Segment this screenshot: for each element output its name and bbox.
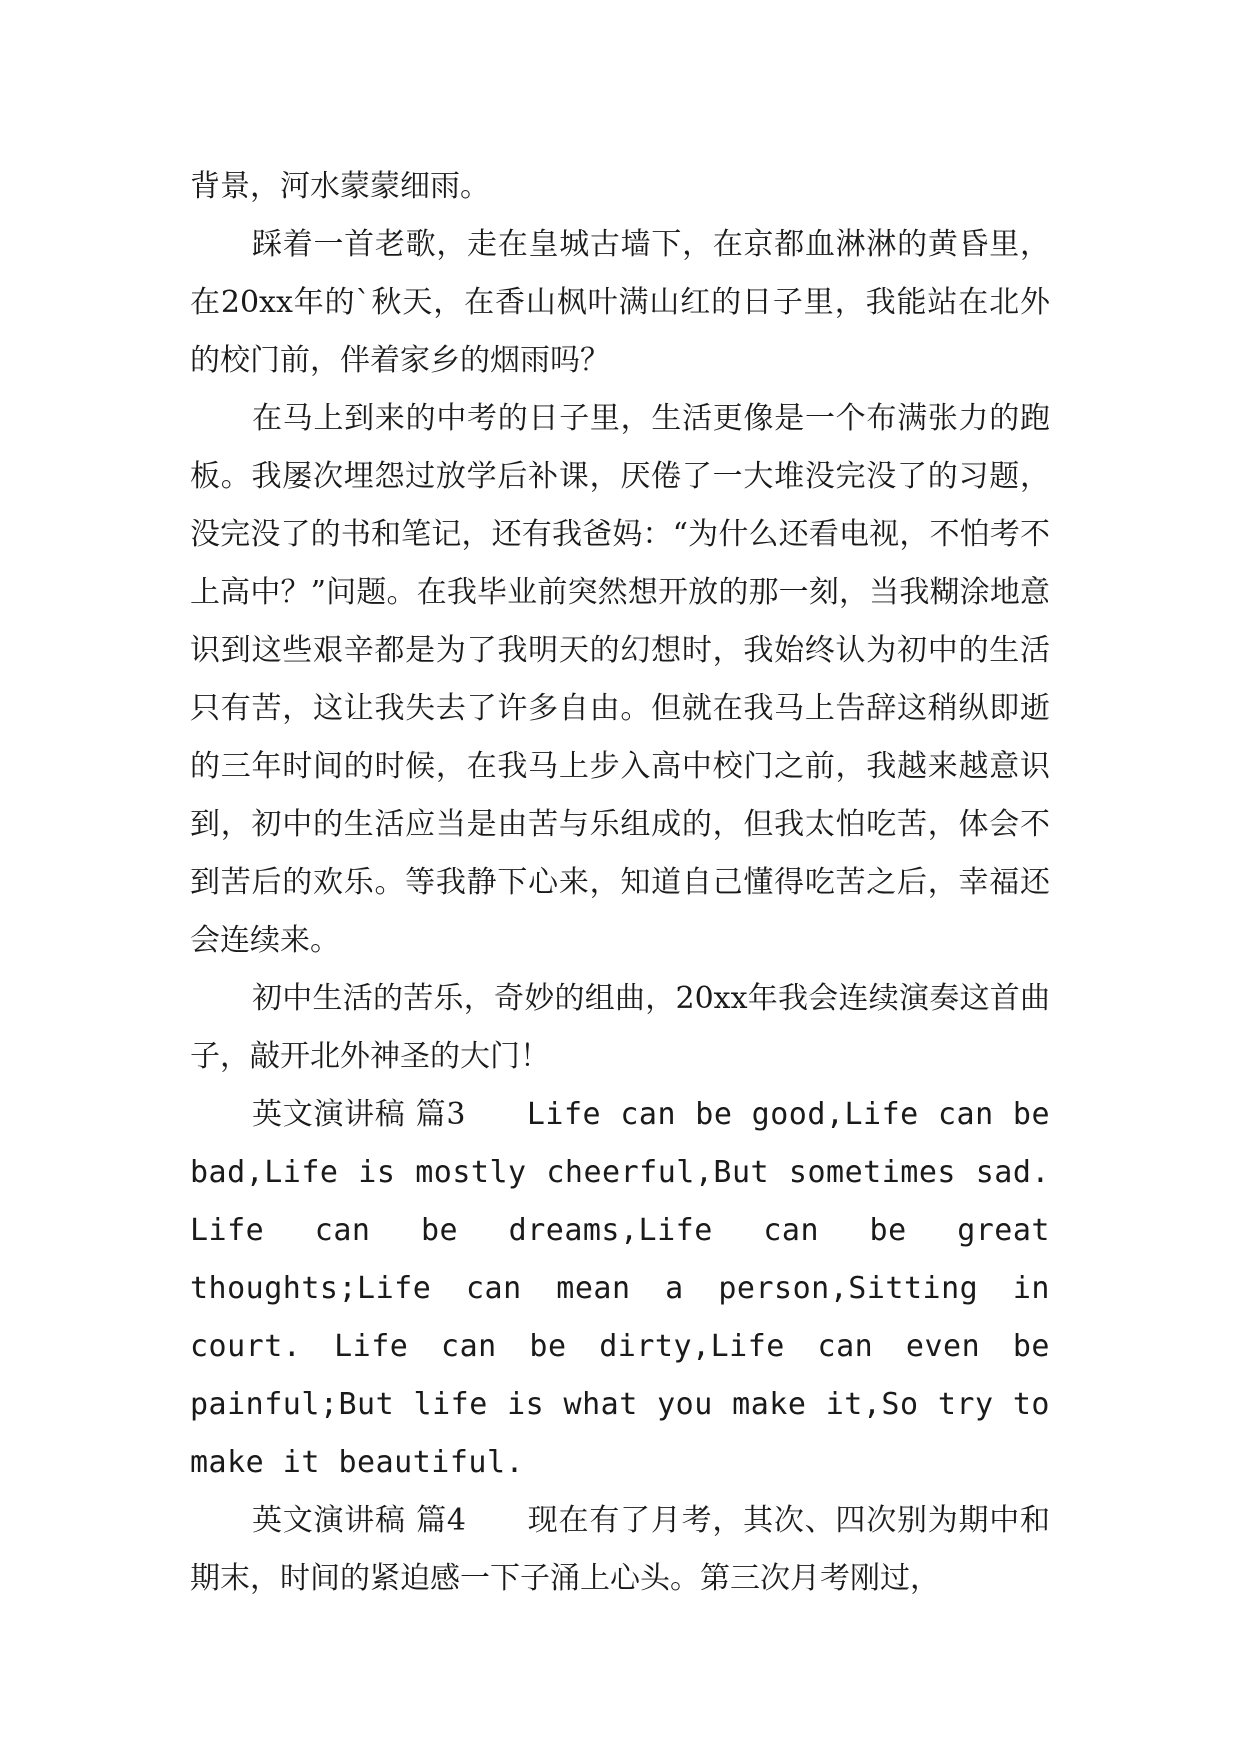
document-body	[190, 158, 1050, 1608]
section-4-paragraph	[190, 1492, 1050, 1608]
section-4-body: 现在有了月考，其次、四次别为期中和期末，时间的紧迫感一下子涌上心头。第三次月考刚过，	[190, 1503, 1051, 1596]
paragraph-1: 背景，河水蒙蒙细雨。	[190, 169, 490, 204]
paragraph-2: 踩着一首老歌，走在皇城古墙下，在京都血淋淋的黄昏里，在20xx年的`秋天，在香山枫叶满山红的日子里，我能站在北外的校门前，伴着家乡的烟雨吗？	[190, 227, 1050, 378]
paragraph-3: 在马上到来的中考的日子里，生活更像是一个布满张力的跑板。我屡次埋怨过放学后补课，厌倦了一大堆没完没了的习题，没完没了的书和笔记，还有我爸妈：“为什么还看电视，不怕考不上高中？”问题。在我毕业前突然想开放的那一刻，当我糊涂地意识到这些艰辛都是为了我明天的幻想时，我始终认为初中的生活只有苦，这让我失去了许多自由。但就在我马上告辞这稍纵即逝的三年时间的时候，在我马上步入高中校门之前，我越来越意识到，初中的生活应当是由苦与乐组成的，但我太怕吃苦，体会不到苦后的欢乐。等我静下心来，知道自己懂得吃苦之后，幸福还会连续来。	[190, 401, 1050, 958]
section-3-heading: 英文演讲稿 篇3	[252, 1097, 466, 1132]
section-3-body: Life can be good,Life can be bad,Life is mostly cheerful,But sometimes sad. Life can be dreams,Life can be great thoughts;Life can mean a person,Sitting in court. Life can be dirty,Life can even be painful;But life is what you make it,So try to make it beautiful.	[190, 1097, 1051, 1480]
section-3-paragraph	[190, 1086, 1050, 1492]
section-4-heading: 英文演讲稿 篇4	[252, 1503, 466, 1538]
paragraph-4: 初中生活的苦乐，奇妙的组曲，20xx年我会连续演奏这首曲子，敲开北外神圣的大门！	[190, 981, 1050, 1074]
